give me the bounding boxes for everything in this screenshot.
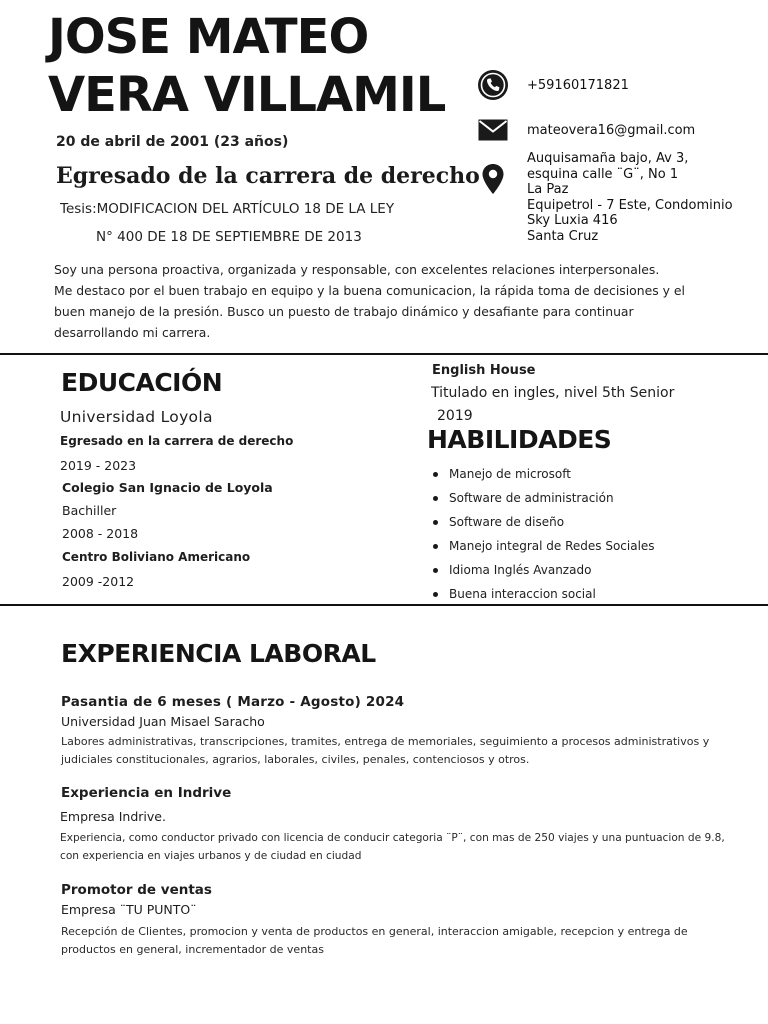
divider-bottom [0,604,768,606]
bullet-icon [433,472,438,477]
bullet-icon [433,496,438,501]
school-name: Colegio San Ignacio de Loyola [62,480,273,495]
mail-icon [476,113,510,147]
address-line: Auquisamaña bajo, Av 3, [527,151,689,166]
job-desc-line: judiciales constitucionales, agrarios, laborales, civiles, penales, contenciosos y otros. [61,753,530,766]
skill-label: Manejo de microsoft [449,467,571,481]
skill-item [432,561,655,585]
job-description [60,829,725,865]
job-org: Empresa ¨TU PUNTO¨ [61,902,197,917]
degree-headline: Egresado de la carrera de derecho [56,163,480,189]
bullet-icon [433,544,438,549]
job-desc-line: con experiencia en viajes urbanos y de ciudad en ciudad [60,850,362,862]
location-pin-icon [476,162,510,196]
english-house-year: 2019 [437,408,473,424]
address-line: Equipetrol - 7 Este, Condominio [527,197,733,213]
skill-label: Idioma Inglés Avanzado [449,563,592,577]
job-desc-line: Recepción de Clientes, promocion y venta de productos en general, interaccion amigable, recepcion y entrega de [61,925,688,938]
university-name: Universidad Loyola [60,408,213,426]
phone-number[interactable]: +59160171821 [527,78,629,93]
school-years: 2008 - 2018 [62,526,139,541]
school-degree: Bachiller [62,503,117,518]
skill-label: Software de administración [449,491,614,505]
summary-line: Me destaco por el buen trabajo en equipo y la buena comunicacion, la rápida toma de decisiones y el [54,283,685,298]
job-desc-line: productos en general, incrementador de ventas [61,943,324,956]
experience-heading: EXPERIENCIA LABORAL [61,639,376,668]
address-line: Sky Luxia 416 [527,213,618,228]
name-line-1: JOSE MATEO [48,9,369,65]
cba-years: 2009 -2012 [62,574,135,589]
bullet-icon [433,592,438,597]
skill-item [432,537,655,561]
english-house-detail: Titulado en ingles, nivel 5th Senior [431,385,675,401]
university-years: 2019 - 2023 [60,458,137,473]
skill-label: Software de diseño [449,515,565,529]
birth-date: 20 de abril de 2001 (23 años) [56,134,289,150]
bullet-icon [433,520,438,525]
job-title: Experiencia en Indrive [61,785,232,801]
skill-item [432,489,655,513]
skill-item [432,513,655,537]
university-degree: Egresado en la carrera de derecho [60,434,294,448]
bullet-icon [433,568,438,573]
english-house-name: English House [432,363,536,378]
job-title: Promotor de ventas [61,882,212,898]
thesis-line-2: N° 400 DE 18 DE SEPTIEMBRE DE 2013 [96,229,362,245]
profile-summary [54,259,714,343]
divider-top [0,353,768,355]
job-description [61,923,688,959]
address [527,151,733,244]
address-line: Santa Cruz [527,228,599,244]
summary-line: desarrollando mi carrera. [54,325,211,340]
email-address[interactable]: mateovera16@gmail.com [527,123,696,138]
address-line: La Paz [527,182,569,197]
job-desc-line: Experiencia, como conductor privado con licencia de conducir categoria ¨P¨, con mas de 250 viajes y una puntuacion de 9.8, [60,832,725,844]
summary-line: Soy una persona proactiva, organizada y responsable, con excelentes relaciones interpersonales. [54,262,660,277]
name-line-2: VERA VILLAMIL [48,67,446,123]
skill-item [432,465,655,489]
thesis-line-1: Tesis:MODIFICACION DEL ARTÍCULO 18 DE LA LEY [60,201,395,217]
job-org: Empresa Indrive. [60,809,166,824]
cba-name: Centro Boliviano Americano [62,550,251,564]
full-name [48,8,468,124]
summary-line: buen manejo de la presión. Busco un puesto de trabajo dinámico y desafiante para continuar [54,304,634,319]
phone-icon [476,68,510,102]
job-org: Universidad Juan Misael Saracho [61,714,265,729]
skills-heading: HABILIDADES [427,425,612,454]
job-desc-line: Labores administrativas, transcripciones, tramites, entrega de memoriales, seguimiento a procesos administrativos y [61,735,710,748]
skill-label: Manejo integral de Redes Sociales [449,539,655,553]
job-title: Pasantia de 6 meses ( Marzo - Agosto) 2024 [61,694,405,710]
job-description [61,733,709,769]
skills-list [432,465,655,609]
skill-label: Buena interaccion social [449,587,596,601]
address-line: esquina calle ¨G¨, No 1 [527,166,679,182]
education-heading: EDUCACIÓN [61,368,223,397]
